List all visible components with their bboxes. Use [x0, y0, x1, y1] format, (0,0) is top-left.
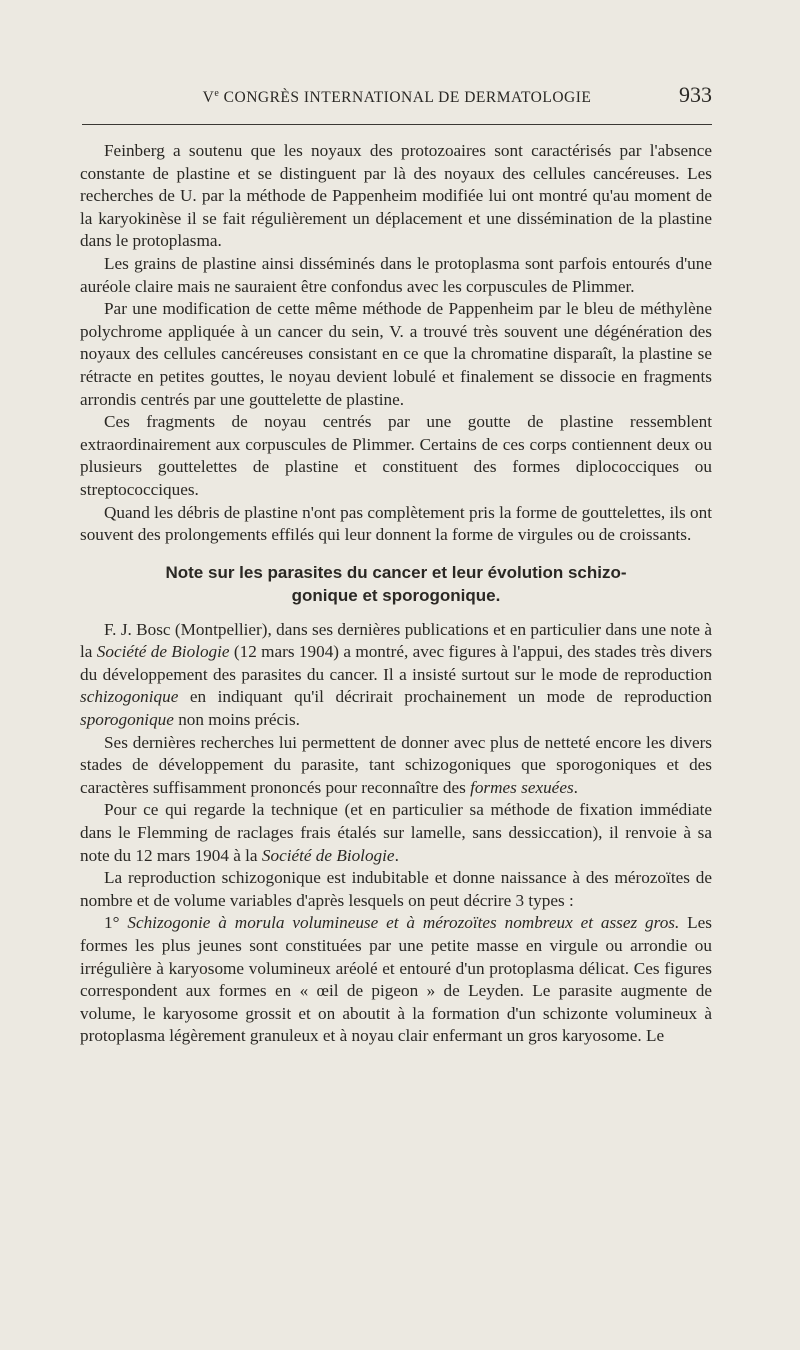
section-heading-line: gonique et sporogonique.	[291, 585, 501, 605]
text-run: en indiquant qu'il décrirait prochainement un mode de reproduction	[178, 687, 712, 707]
italic-run: schizogonique	[80, 687, 179, 707]
running-head-title	[82, 88, 712, 107]
italic-run: sporogonique	[80, 710, 174, 730]
header-rule	[82, 124, 712, 125]
text-run: (12 mars 1904) a montré, avec figures à l'appui, des stades très divers du développement des parasites du cancer. Il a insisté surtout sur le mode de reproduction	[80, 642, 713, 684]
section-heading	[90, 561, 702, 607]
italic-run: Schizogonie à morula volumineuse et à mérozoïtes nombreux et assez gros.	[127, 913, 680, 933]
text-run: .	[573, 777, 578, 797]
page-number: 933	[679, 82, 712, 107]
italic-run: Société de Biologie	[96, 642, 230, 662]
running-head	[82, 82, 712, 112]
paragraph	[80, 619, 712, 732]
paragraph: Ces fragments de noyau centrés par une goutte de plastine ressemblent extraordinairement aux corpuscules de Plimmer. Certains de ces corps contiennent deux ou plusieurs gouttelettes de plastine et constituent des formes diplococciques ou streptococciques.	[80, 412, 712, 499]
body-text	[80, 140, 712, 1048]
italic-run: formes sexuées	[470, 777, 574, 797]
section-heading-line: Note sur les parasites du cancer et leur évolution schizo-	[165, 562, 627, 582]
text-run: F. J. Bosc (Montpellier), dans ses dernières publications et en particulier dans une note à la	[80, 619, 712, 662]
title-text: CONGRÈS INTERNATIONAL DE DERMATOLOGIE	[219, 89, 592, 107]
italic-run: Société de Biologie	[261, 845, 395, 865]
text-run: non moins précis.	[173, 710, 300, 730]
paragraph	[80, 799, 712, 867]
paragraph: La reproduction schizogonique est indubitable et donne naissance à des mérozoïtes de nombre et de volume variables d'après lesquels on peut décrire 3 types :	[80, 868, 712, 910]
text-run: Pour ce qui regarde la technique (et en particulier sa méthode de fixation immédiate dans le Flemming de raclages frais étalés sur lamelle, sans dessiccation), il renvoie à sa note du 12 mars 1904 à la	[80, 800, 712, 865]
paragraph: Quand les débris de plastine n'ont pas complètement pris la forme de gouttelettes, ils ont souvent des prolongements effilés qui leur donnent la forme de virgules ou de croissants.	[80, 502, 712, 545]
paragraph	[80, 732, 712, 800]
text-run: Les formes les plus jeunes sont constituées par une petite masse en virgule ou arrondie ou irrégulière à karyosome volumineux aréolé et entouré d'un protoplasma délicat. Ces figures correspondent aux formes en « œil de pigeon » de Leyden. Le parasite augmente de volume, le karyosome grossit et on aboutit à la formation d'un schizonte volumineux à protoplasma légèrement granuleux et à noyau clair enfermant un gros karyosome. Le	[80, 913, 712, 1046]
title-prefix: V	[202, 89, 215, 107]
list-number: 1°	[104, 913, 128, 933]
text-run: Ses dernières recherches lui permettent de donner avec plus de netteté encore les divers stades de développement du parasite, tant schizogoniques que sporogoniques et des caractères suffisamment prononcés pour reconnaître des	[80, 732, 712, 797]
text-run: .	[394, 845, 399, 865]
paragraph: Par une modification de cette même méthode de Pappenheim par le bleu de méthylène polychrome appliquée à un cancer du sein, V. a trouvé très souvent une dégénération des noyaux des cellules cancéreuses consistant en ce que la chromatine disparaît, la plastine se rétracte en petites gouttes, le noyau devient lobulé et finalement se dissocie en fragments arrondis centrés par une gouttelette de plastine.	[80, 299, 712, 409]
paragraph	[80, 912, 712, 1048]
paragraph: Feinberg a soutenu que les noyaux des protozoaires sont caractérisés par l'absence constante de plastine et se distinguent par là des noyaux des cellules cancéreuses. Les recherches de U. par la méthode de Pappenheim modifiée lui ont montré qu'au moment de la karyokinèse il se fait régulièrement un déplacement et une dissémination de la plastine dans le protoplasma.	[80, 141, 712, 251]
paragraph: Les grains de plastine ainsi disséminés dans le protoplasma sont parfois entourés d'une auréole claire mais ne sauraient être confondus avec les corpuscules de Plimmer.	[80, 253, 712, 296]
title-superscript: e	[214, 88, 220, 99]
